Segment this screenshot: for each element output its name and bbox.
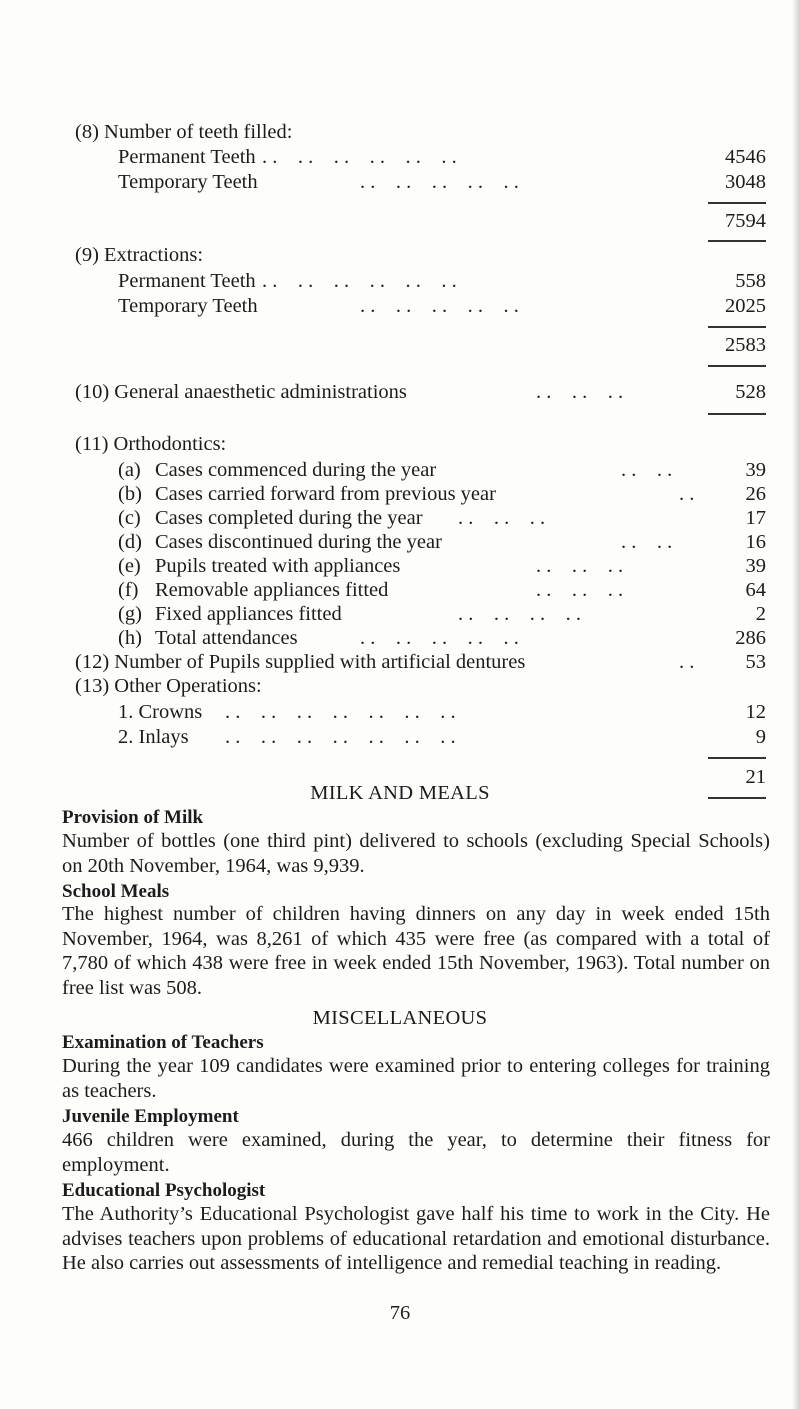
milk-meals-title: MILK AND MEALS	[310, 782, 490, 804]
ortho-letter: (c)	[118, 507, 141, 529]
page-number: 76	[389, 1302, 411, 1324]
ortho-value: 2	[755, 603, 766, 625]
teeth-filled-total: 7594	[725, 210, 766, 232]
extractions-total: 2583	[725, 334, 766, 356]
leader-dots: . . . . . .	[536, 579, 624, 601]
other-operations-total: 21	[745, 766, 766, 788]
ortho-label: Cases carried forward from previous year	[155, 483, 496, 505]
meals-paragraph: The highest number of children having dinners on any day in week ended 15th November, 1964, was 8,261 of which 435 were free (as compared with a total of 7,780 of which 438 were free in week ended 15th November, 1963). Total number on free list was 508.	[62, 903, 770, 999]
ortho-value: 26	[745, 483, 766, 505]
ortho-letter: (d)	[118, 531, 142, 553]
leader-dots: . . . . . .	[536, 555, 624, 577]
ortho-label: Removable appliances fitted	[155, 579, 389, 601]
extractions-heading: (9) Extractions:	[75, 244, 204, 266]
ortho-label: Pupils treated with appliances	[155, 555, 401, 577]
extractions-temporary-value: 2025	[725, 295, 766, 317]
leader-dots: . . . . . .	[536, 381, 624, 403]
leader-dots: . . . .	[621, 531, 673, 553]
ortho-value: 17	[745, 507, 766, 529]
other-operations-heading: (13) Other Operations:	[75, 675, 262, 697]
dentures-label: (12) Number of Pupils supplied with artificial dentures	[75, 651, 526, 673]
leader-dots: . . . . . . . .	[458, 603, 581, 625]
ortho-letter: (f)	[118, 579, 139, 601]
ortho-letter: (e)	[118, 555, 141, 577]
leader-dots: . . . . . . . . . .	[360, 295, 519, 317]
inlays-value: 9	[755, 726, 766, 748]
page-edge-shadow	[792, 0, 800, 1409]
juvenile-heading: Juvenile Employment	[62, 1106, 239, 1127]
subtotal-rule	[708, 326, 766, 328]
psychologist-paragraph: The Authority’s Educational Psychologist gave half his time to work in the City. He advises teachers upon problems of educational retardation and emotional disturbance. He also carries out assessments of intelligence and remedial teaching in reading.	[62, 1203, 770, 1274]
ortho-letter: (g)	[118, 603, 142, 625]
ortho-value: 39	[745, 459, 766, 481]
teeth-filled-temporary-value: 3048	[725, 171, 766, 193]
crowns-value: 12	[745, 701, 766, 723]
ortho-letter: (b)	[118, 483, 142, 505]
dentures-value: 53	[745, 651, 766, 673]
milk-heading: Provision of Milk	[62, 807, 204, 828]
teeth-filled-heading: (8) Number of teeth filled:	[75, 121, 293, 143]
leader-dots: . . . . . . . . . .	[360, 627, 519, 649]
orthodontics-heading: (11) Orthodontics:	[75, 433, 227, 455]
ortho-value: 286	[735, 627, 766, 649]
ortho-value: 39	[745, 555, 766, 577]
leader-dots: . . . . . . . . . . . . . .	[225, 701, 456, 723]
total-rule	[708, 365, 766, 367]
teachers-heading: Examination of Teachers	[62, 1032, 264, 1053]
ortho-label: Fixed appliances fitted	[155, 603, 342, 625]
teachers-paragraph: During the year 109 candidates were examined prior to entering colleges for training as teachers.	[62, 1055, 770, 1102]
teeth-filled-permanent-label: Permanent Teeth	[118, 146, 256, 168]
extractions-temporary-label: Temporary Teeth	[118, 295, 258, 317]
extractions-permanent-value: 558	[735, 270, 766, 292]
leader-dots: . . . . . . . . . . . .	[262, 270, 457, 292]
leader-dots: . .	[679, 483, 695, 505]
leader-dots: . .	[679, 651, 695, 673]
inlays-label: 2. Inlays	[118, 726, 189, 748]
ortho-value: 16	[745, 531, 766, 553]
anaesthetic-label: (10) General anaesthetic administrations	[75, 381, 407, 403]
ortho-letter: (a)	[118, 459, 141, 481]
leader-dots: . . . . . . . . . . . .	[262, 146, 457, 168]
meals-heading: School Meals	[62, 881, 170, 902]
ortho-letter: (h)	[118, 627, 142, 649]
ortho-label: Cases commenced during the year	[155, 459, 437, 481]
leader-dots: . . . . . .	[458, 507, 546, 529]
leader-dots: . . . . . . . . . . . . . .	[225, 726, 456, 748]
extractions-permanent-label: Permanent Teeth	[118, 270, 256, 292]
subtotal-rule	[708, 202, 766, 204]
leader-dots: . . . . . . . . . .	[360, 171, 519, 193]
crowns-label: 1. Crowns	[118, 701, 203, 723]
juvenile-paragraph: 466 children were examined, during the year, to determine their fitness for employment.	[62, 1129, 770, 1176]
teeth-filled-temporary-label: Temporary Teeth	[118, 171, 258, 193]
total-rule	[708, 240, 766, 242]
milk-paragraph: Number of bottles (one third pint) delivered to schools (excluding Special Schools) on 20th November, 1964, was 9,939.	[62, 830, 770, 877]
total-rule	[708, 413, 766, 415]
ortho-value: 64	[745, 579, 766, 601]
psychologist-heading: Educational Psychologist	[62, 1180, 266, 1201]
ortho-label: Total attendances	[155, 627, 298, 649]
ortho-label: Cases completed during the year	[155, 507, 423, 529]
subtotal-rule	[708, 757, 766, 759]
ortho-label: Cases discontinued during the year	[155, 531, 442, 553]
teeth-filled-permanent-value: 4546	[725, 146, 766, 168]
miscellaneous-title: MISCELLANEOUS	[312, 1007, 488, 1029]
anaesthetic-value: 528	[735, 381, 766, 403]
leader-dots: . . . .	[621, 459, 673, 481]
